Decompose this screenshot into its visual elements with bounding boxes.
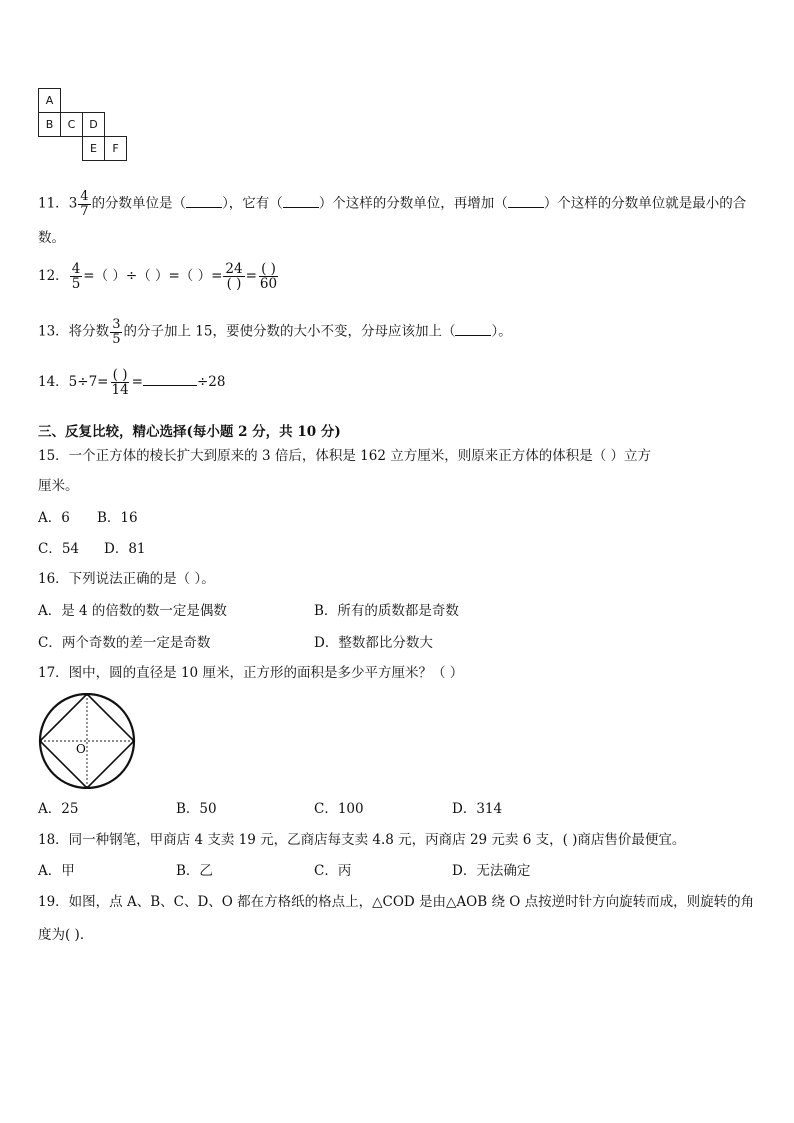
answer-blank (143, 385, 197, 386)
net-cell-f: F (105, 137, 127, 161)
question-15-line1: 15．一个正方体的棱长扩大到原来的 3 倍后，体积是 162 立方厘米，则原来正方体的体积是（ ）立方 (38, 448, 651, 464)
question-12: 12． $\frac{4}{5}$ =（ ）÷（ ）=（ ）= $\frac{24}{( )}$ = $\frac{( )}{60}$ (38, 261, 278, 293)
option-c[interactable]: C．两个奇数的差一定是奇数 (38, 635, 211, 651)
option-d[interactable]: D．81 (104, 541, 146, 557)
fraction: $\frac{24}{( )}$ (225, 261, 243, 293)
net-cell-d: D (83, 113, 105, 137)
fraction: $\frac{4}{7}$ (80, 189, 89, 219)
fraction: $\frac{4}{5}$ (71, 261, 81, 293)
fraction: $\frac{( )}{60}$ (259, 261, 278, 293)
question-14: 14．5÷7= $\frac{( )}{14}$ = ÷28 (38, 367, 226, 399)
answer-blank (186, 207, 222, 208)
section-heading: 三、反复比较，精心选择(每小题 2 分，共 10 分) (38, 424, 341, 440)
fraction: $\frac{3}{5}$ (112, 317, 121, 347)
answer-blank (508, 207, 544, 208)
question-11-line2: 数。 (38, 230, 65, 246)
question-11: 11．3 $\frac{4}{7}$ 的分数单位是（ ），它有（ ）个这样的分数单位，再增加（ ）个这样的分数单位就是最小的合 (38, 189, 747, 219)
circle-shape (40, 694, 134, 788)
question-15-line2: 厘米。 (38, 478, 79, 494)
option-d[interactable]: D．整数都比分数大 (314, 635, 433, 651)
option-c[interactable]: C．100 (314, 801, 364, 817)
net-cell-c: C (61, 113, 83, 137)
question-19-line1: 19．如图，点 A、B、C、D、O 都在方格纸的格点上，△COD 是由△AOB 绕 O 点按逆时针方向旋转而成，则旋转的角 (38, 894, 755, 910)
fraction: $\frac{( )}{14}$ (111, 367, 129, 399)
cube-net-figure (38, 88, 127, 161)
question-16-stem: 16．下列说法正确的是（ ）。 (38, 571, 215, 587)
option-d[interactable]: D．314 (452, 801, 503, 817)
option-b[interactable]: B．16 (97, 510, 138, 526)
option-a[interactable]: A．25 (38, 801, 79, 817)
option-b[interactable]: B．所有的质数都是奇数 (314, 603, 459, 619)
option-d[interactable]: D．无法确定 (452, 863, 531, 879)
net-cell-a: A (39, 89, 61, 113)
mixed-number-whole: 3 (68, 195, 78, 212)
net-cell-e: E (83, 137, 105, 161)
option-b[interactable]: B．50 (176, 801, 217, 817)
option-c[interactable]: C．54 (38, 541, 80, 557)
option-a[interactable]: A．6 (38, 510, 70, 526)
answer-blank (283, 207, 319, 208)
option-a[interactable]: A．是 4 的倍数的数一定是偶数 (38, 603, 227, 619)
question-18-stem: 18．同一种钢笔，甲商店 4 支卖 19 元，乙商店每支卖 4.8 元，丙商店 29 元卖 6 支，( )商店售价最便宜。 (38, 832, 686, 848)
option-b[interactable]: B．乙 (176, 863, 213, 879)
center-label: O (76, 742, 86, 756)
net-cell-b: B (39, 113, 61, 137)
option-a[interactable]: A．甲 (38, 863, 75, 879)
option-c[interactable]: C．丙 (314, 863, 352, 879)
circle-square-figure (36, 693, 138, 789)
answer-blank (455, 335, 491, 336)
question-17-stem: 17．图中，圆的直径是 10 厘米，正方形的面积是多少平方厘米？（ ） (38, 665, 464, 681)
question-13: 13．将分数 $\frac{3}{5}$ 的分子加上 15，要使分数的大小不变，分母应该加上（ ）。 (38, 317, 512, 347)
question-19-line2: 度为( )． (38, 927, 94, 943)
